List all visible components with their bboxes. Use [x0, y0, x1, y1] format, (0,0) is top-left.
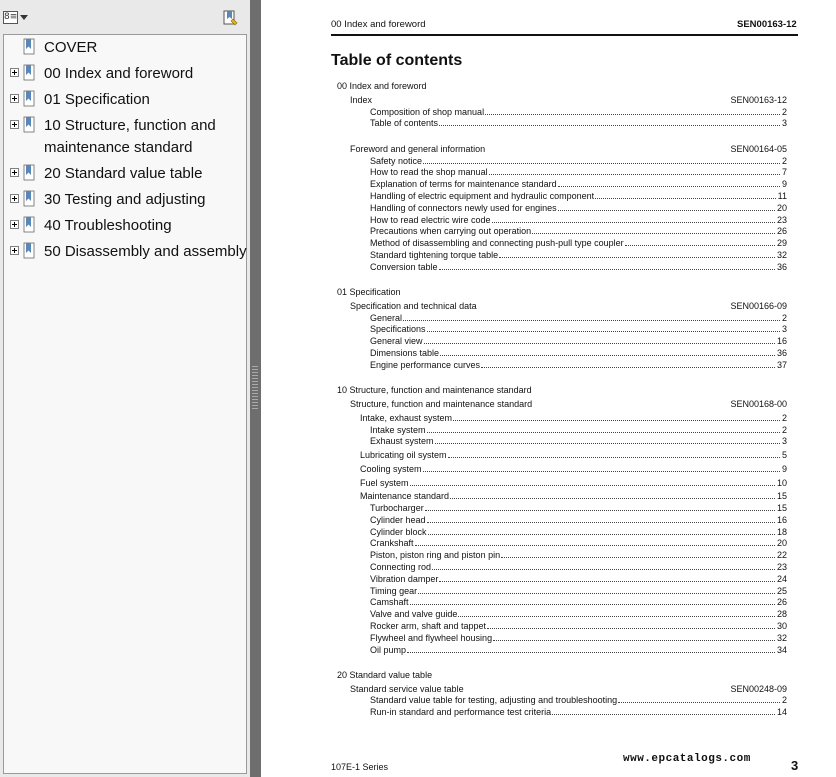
toc-entry-page: 14 [776, 707, 787, 717]
bookmark-label: COVER [44, 39, 98, 56]
toc-entry[interactable] [370, 203, 787, 214]
toc-subsection-label: Structure, function and maintenance standard [350, 399, 533, 409]
toc-entry-title: Safety notice [370, 156, 423, 166]
bookmark-icon [23, 116, 37, 134]
bookmark-20-standard-value[interactable] [10, 163, 244, 187]
toc-entry-page: 37 [776, 360, 787, 370]
bookmark-cover[interactable] [10, 37, 244, 61]
toc-entry-page: 3 [781, 436, 787, 446]
toc-entry-title: Oil pump [370, 645, 407, 655]
toc-entry[interactable] [360, 491, 787, 502]
toc-entry[interactable] [370, 107, 787, 118]
bookmarks-toolbar [0, 0, 250, 34]
bookmark-00-index[interactable] [10, 63, 244, 87]
toc-entry-page: 18 [776, 527, 787, 537]
toc-subsection[interactable] [350, 95, 787, 106]
toc-entry-title: Vibration damper [370, 574, 439, 584]
toc-section-heading: 01 Specification [337, 287, 401, 297]
bookmark-icon [23, 64, 37, 82]
toc-entry-title: Piston, piston ring and piston pin [370, 550, 501, 560]
toc-entry[interactable] [370, 550, 787, 561]
toc-entry-title: Table of contents [370, 118, 439, 128]
toc-doc-code: SEN00163-12 [730, 95, 787, 105]
bookmark-label: 40 Troubleshooting [44, 217, 172, 234]
toc-entry-title: Intake system [370, 425, 426, 435]
header-rule [331, 34, 798, 36]
page-number: 3 [791, 758, 799, 773]
toc-entry-title: How to read the shop manual [370, 167, 488, 177]
toc-subsection[interactable] [350, 399, 787, 410]
toc-entry[interactable] [370, 609, 787, 620]
toc-entry[interactable] [370, 503, 787, 514]
toc-entry-title: Dimensions table [370, 348, 440, 358]
toc-entry-title: Crankshaft [370, 538, 414, 548]
toc-entry-title: Handling of electric equipment and hydraulic component [370, 191, 595, 201]
bookmark-icon [23, 190, 37, 208]
bookmark-label: 20 Standard value table [44, 165, 203, 182]
toc-entry-title: Cylinder block [370, 527, 427, 537]
toc-entry-title: Explanation of terms for maintenance standard [370, 179, 557, 189]
page-title: Table of contents [331, 52, 463, 69]
toc-entry[interactable] [370, 336, 787, 347]
toc-doc-code: SEN00168-00 [730, 399, 787, 409]
dropdown-arrow-icon [20, 15, 28, 20]
toc-entry-page: 3 [781, 118, 787, 128]
toc-entry-title: Lubricating oil system [360, 450, 447, 460]
toc-entry-title: How to read electric wire code [370, 215, 491, 225]
toc-entry-page: 5 [781, 450, 787, 460]
toc-entry-title: Turbocharger [370, 503, 424, 513]
toc-entry[interactable] [370, 633, 787, 644]
toc-entry-title: Handling of connectors newly used for engines [370, 203, 557, 213]
toc-entry-page: 2 [781, 156, 787, 166]
expand-icon[interactable] [10, 220, 19, 229]
expand-icon[interactable] [10, 194, 19, 203]
toc-entry[interactable] [370, 707, 787, 718]
expand-icon[interactable] [10, 168, 19, 177]
toc-entry[interactable] [370, 597, 787, 608]
bookmark-10-structure[interactable] [10, 115, 244, 163]
toc-section-heading: 10 Structure, function and maintenance standard [337, 385, 532, 395]
toc-entry[interactable] [370, 538, 787, 549]
new-bookmark-button[interactable] [222, 10, 238, 26]
bookmark-label: 00 Index and foreword [44, 65, 194, 82]
toc-entry-page: 7 [781, 167, 787, 177]
toc-entry[interactable] [370, 360, 787, 371]
toc-entry-page: 32 [776, 633, 787, 643]
toc-entry-page: 30 [776, 621, 787, 631]
toc-entry-title: Flywheel and flywheel housing [370, 633, 493, 643]
toc-entry-title: Method of disassembling and connecting push-pull type coupler [370, 238, 624, 248]
toc-entry-title: Fuel system [360, 478, 409, 488]
toc-entry-page: 32 [776, 250, 787, 260]
toc-entry-page: 25 [776, 586, 787, 596]
toc-entry[interactable] [370, 262, 787, 273]
toc-entry-page: 15 [776, 491, 787, 501]
toc-entry-page: 20 [776, 538, 787, 548]
toc-subsection-label: Index [350, 95, 373, 105]
toc-entry[interactable] [370, 436, 787, 447]
toc-entry-title: Timing gear [370, 586, 418, 596]
toc-entry[interactable] [370, 250, 787, 261]
toc-entry-page: 2 [781, 107, 787, 117]
toc-entry-title: Precautions when carrying out operation [370, 226, 532, 236]
toc-doc-code: SEN00248-09 [730, 684, 787, 694]
toc-entry[interactable] [370, 324, 787, 335]
toc-entry-page: 26 [776, 226, 787, 236]
toc-entry-page: 26 [776, 597, 787, 607]
bookmarks-tree [3, 34, 247, 774]
toc-entry[interactable] [360, 413, 787, 424]
options-list-icon: 8≡ [4, 11, 18, 22]
bookmark-30-testing[interactable] [10, 189, 244, 213]
toc-entry-page: 20 [776, 203, 787, 213]
toc-subsection-label: Standard service value table [350, 684, 464, 694]
toc-entry-page: 9 [781, 464, 787, 474]
toc-entry-title: Conversion table [370, 262, 438, 272]
bookmark-icon [23, 216, 37, 234]
toc-entry-title: Rocker arm, shaft and tappet [370, 621, 487, 631]
toc-entry[interactable] [370, 313, 787, 324]
toc-entry-page: 36 [776, 348, 787, 358]
toc-entry-page: 2 [781, 413, 787, 423]
watermark-url: www.epcatalogs.com [623, 753, 751, 765]
toc-entry-page: 22 [776, 550, 787, 560]
toc-entry[interactable] [370, 226, 787, 237]
toc-subsection-label: Specification and technical data [350, 301, 477, 311]
toc-entry-title: Engine performance curves [370, 360, 481, 370]
toc-entry[interactable] [370, 118, 787, 129]
toc-entry-page: 34 [776, 645, 787, 655]
bookmark-label: 50 Disassembly and assembly [44, 243, 247, 260]
toc-entry-title: Cooling system [360, 464, 422, 474]
toc-entry-title: Intake, exhaust system [360, 413, 453, 423]
toc-entry-page: 3 [781, 324, 787, 334]
toc-entry[interactable] [370, 586, 787, 597]
toc-entry[interactable] [370, 167, 787, 178]
bookmark-01-specification[interactable] [10, 89, 244, 113]
toc-entry[interactable] [370, 645, 787, 656]
bookmark-label: 10 Structure, function and maintenance standard [44, 117, 216, 156]
bookmark-icon [23, 164, 37, 182]
toc-section-heading: 00 Index and foreword [337, 81, 427, 91]
toc-entry[interactable] [370, 191, 787, 202]
splitter-grip[interactable] [252, 366, 258, 410]
toc-subsection[interactable] [350, 144, 787, 155]
toc-entry-page: 9 [781, 179, 787, 189]
toc-entry-page: 16 [776, 515, 787, 525]
toc-entry[interactable] [360, 450, 787, 461]
toc-subsection-label: Foreword and general information [350, 144, 486, 154]
toc-entry-title: Connecting rod [370, 562, 432, 572]
toc-entry[interactable] [370, 156, 787, 167]
bookmark-icon [23, 38, 37, 56]
toc-entry[interactable] [370, 238, 787, 249]
page-header-code: SEN00163-12 [737, 19, 797, 30]
toc-section-heading: 20 Standard value table [337, 670, 433, 680]
toc-entry[interactable] [370, 621, 787, 632]
toc-entry[interactable] [360, 478, 787, 489]
toc-entry[interactable] [370, 562, 787, 573]
toc-entry-title: Specifications [370, 324, 426, 334]
toc-entry-title: Cylinder head [370, 515, 426, 525]
toc-subsection[interactable] [350, 301, 787, 312]
toc-entry-page: 23 [776, 562, 787, 572]
toc-entry[interactable] [360, 464, 787, 475]
toc-entry-title: General [370, 313, 403, 323]
bookmark-label: 30 Testing and adjusting [44, 191, 206, 208]
toc-entry-title: Valve and valve guide [370, 609, 458, 619]
bookmark-label: 01 Specification [44, 91, 150, 108]
bookmark-icon [23, 90, 37, 108]
toc-entry-title: Standard value table for testing, adjusting and troubleshooting [370, 695, 618, 705]
toc-entry-page: 16 [776, 336, 787, 346]
toc-entry-title: Maintenance standard [360, 491, 450, 501]
toc-entry-title: Composition of shop manual [370, 107, 485, 117]
bookmark-40-troubleshooting[interactable] [10, 215, 244, 239]
toc-entry-page: 2 [781, 695, 787, 705]
toc-entry-title: Exhaust system [370, 436, 434, 446]
toc-entry-page: 15 [776, 503, 787, 513]
document-page [261, 0, 836, 777]
bookmark-50-disassembly[interactable] [10, 241, 247, 265]
toc-entry[interactable] [370, 574, 787, 585]
toc-entry[interactable] [370, 179, 787, 190]
expand-icon[interactable] [10, 94, 19, 103]
toc-entry-page: 24 [776, 574, 787, 584]
toc-entry-page: 11 [777, 191, 787, 201]
page-footer-series: 107E-1 Series [331, 762, 389, 772]
toc-entry-page: 28 [776, 609, 787, 619]
toc-entry-page: 10 [776, 478, 787, 488]
toc-entry[interactable] [370, 515, 787, 526]
toc-entry-page: 29 [776, 238, 787, 248]
new-bookmark-icon [222, 10, 238, 26]
toc-entry[interactable] [370, 348, 787, 359]
page-header-section: 00 Index and foreword [331, 19, 426, 30]
expand-icon[interactable] [10, 68, 19, 77]
toc-entry-page: 2 [781, 425, 787, 435]
toc-entry-title: Standard tightening torque table [370, 250, 499, 260]
bookmark-icon [23, 242, 37, 260]
toc-entry-page: 2 [781, 313, 787, 323]
expand-icon[interactable] [10, 120, 19, 129]
toc-entry[interactable] [370, 695, 787, 706]
toc-entry-title: Run-in standard and performance test criteria [370, 707, 552, 717]
toc-entry[interactable] [370, 527, 787, 538]
toc-entry-page: 23 [776, 215, 787, 225]
toc-entry[interactable] [370, 215, 787, 226]
bookmarks-pane [0, 0, 250, 777]
toc-entry-title: General view [370, 336, 423, 346]
expand-icon[interactable] [10, 246, 19, 255]
toc-entry-title: Camshaft [370, 597, 409, 607]
bookmark-options-button[interactable] [3, 10, 29, 24]
toc-entry-page: 36 [776, 262, 787, 272]
toc-doc-code: SEN00164-05 [730, 144, 787, 154]
toc-doc-code: SEN00166-09 [730, 301, 787, 311]
toc-entry[interactable] [370, 425, 787, 436]
toc-subsection[interactable] [350, 684, 787, 695]
